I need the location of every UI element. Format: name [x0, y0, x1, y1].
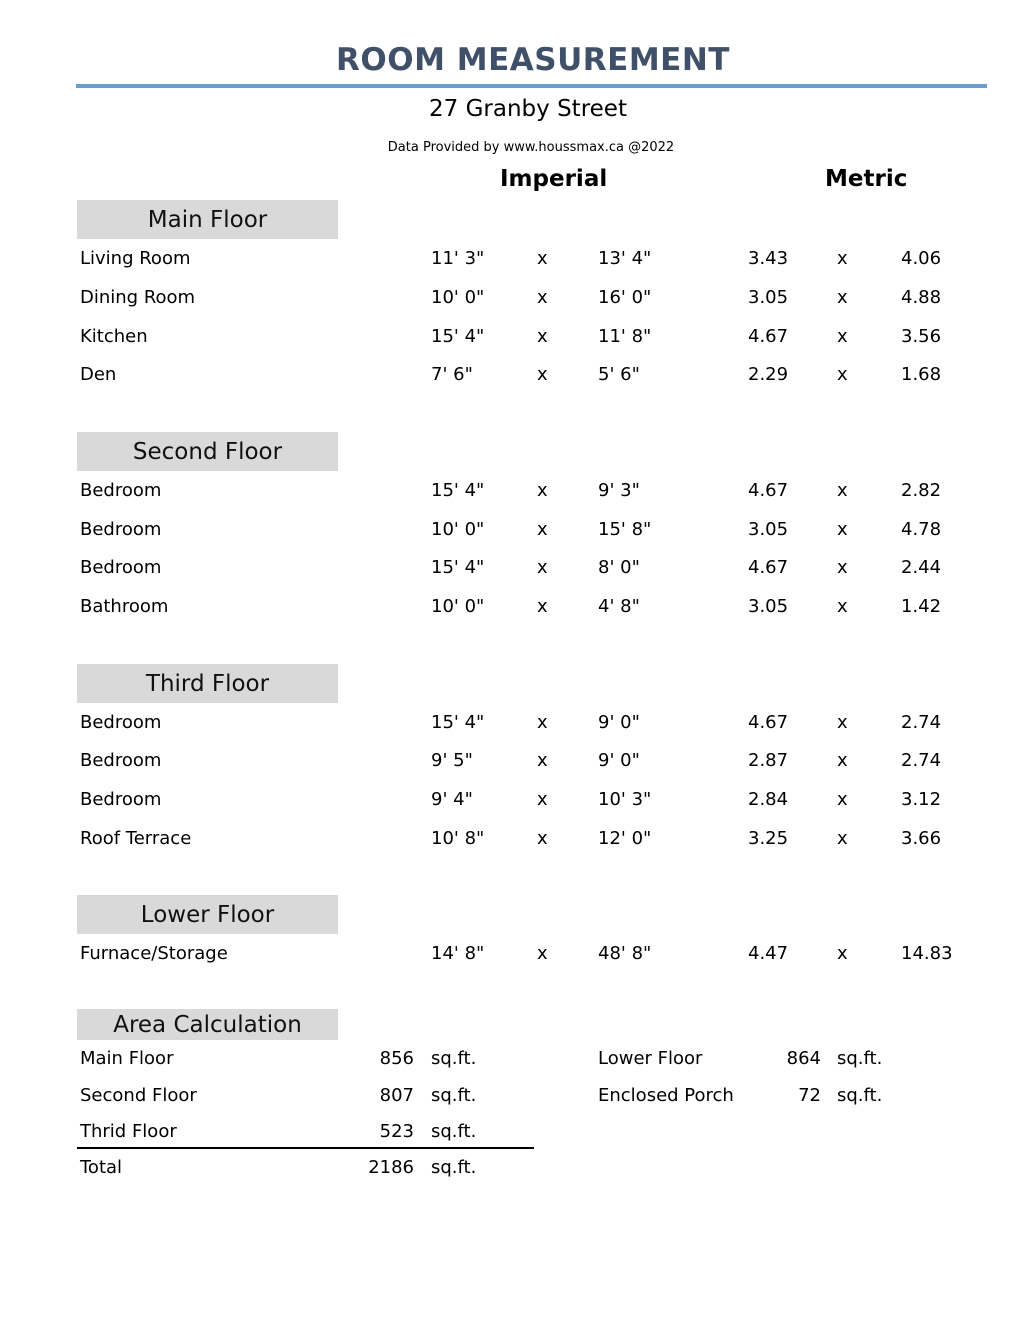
- area-total-row: [0, 1157, 1020, 1187]
- room-row: [0, 364, 1020, 394]
- imperial-length: 16' 0": [598, 287, 652, 308]
- times-sign: x: [837, 596, 848, 617]
- metric-length: 4.88: [901, 287, 942, 308]
- metric-width: 4.47: [748, 943, 789, 964]
- area-value: 807: [379, 1085, 414, 1106]
- times-sign: x: [537, 557, 548, 578]
- data-provider-note: Data Provided by www.houssmax.ca @2022: [387, 140, 675, 155]
- room-name: Den: [80, 364, 117, 385]
- times-sign: x: [837, 519, 848, 540]
- metric-width: 4.67: [748, 712, 789, 733]
- imperial-width: 14' 8": [431, 943, 485, 964]
- imperial-length: 8' 0": [598, 557, 640, 578]
- metric-length: 3.12: [901, 789, 942, 810]
- total-divider: [77, 1147, 534, 1149]
- property-address: 27 Granby Street: [429, 96, 627, 122]
- metric-length: 2.74: [901, 712, 942, 733]
- area-name: Enclosed Porch: [598, 1085, 734, 1106]
- area-name: Second Floor: [80, 1085, 197, 1106]
- times-sign: x: [837, 750, 848, 771]
- room-name: Bedroom: [80, 519, 162, 540]
- times-sign: x: [537, 326, 548, 347]
- room-name: Bedroom: [80, 557, 162, 578]
- imperial-length: 9' 0": [598, 712, 640, 733]
- times-sign: x: [837, 480, 848, 501]
- metric-length: 1.68: [901, 364, 942, 385]
- metric-width: 3.25: [748, 828, 789, 849]
- room-name: Furnace/Storage: [80, 943, 228, 964]
- imperial-width: 7' 6": [431, 364, 473, 385]
- imperial-width: 15' 4": [431, 480, 485, 501]
- room-row: [0, 712, 1020, 742]
- section-header-area-calculation: Area Calculation: [77, 1009, 338, 1040]
- metric-width: 2.29: [748, 364, 789, 385]
- area-name: Thrid Floor: [80, 1121, 177, 1142]
- imperial-length: 5' 6": [598, 364, 640, 385]
- room-row: [0, 326, 1020, 356]
- times-sign: x: [537, 750, 548, 771]
- imperial-length: 11' 8": [598, 326, 652, 347]
- metric-length: 3.56: [901, 326, 942, 347]
- imperial-width: 15' 4": [431, 326, 485, 347]
- imperial-length: 48' 8": [598, 943, 652, 964]
- imperial-width: 15' 4": [431, 712, 485, 733]
- times-sign: x: [837, 789, 848, 810]
- total-value: 2186: [368, 1157, 414, 1178]
- room-name: Roof Terrace: [80, 828, 192, 849]
- metric-width: 3.05: [748, 596, 789, 617]
- imperial-length: 15' 8": [598, 519, 652, 540]
- room-name: Bedroom: [80, 789, 162, 810]
- area-value: 523: [379, 1121, 414, 1142]
- section-header-main-floor: Main Floor: [77, 200, 338, 239]
- room-row: [0, 750, 1020, 780]
- metric-length: 2.74: [901, 750, 942, 771]
- area-value: 864: [786, 1048, 821, 1069]
- imperial-column-header: Imperial: [500, 166, 608, 192]
- times-sign: x: [537, 596, 548, 617]
- metric-length: 14.83: [901, 943, 953, 964]
- area-unit: sq.ft.: [837, 1085, 883, 1106]
- section-header-lower-floor: Lower Floor: [77, 895, 338, 934]
- imperial-width: 10' 8": [431, 828, 485, 849]
- area-unit: sq.ft.: [431, 1121, 477, 1142]
- metric-column-header: Metric: [825, 166, 908, 192]
- times-sign: x: [537, 248, 548, 269]
- title-divider: [76, 84, 987, 88]
- metric-width: 2.87: [748, 750, 789, 771]
- section-header-third-floor: Third Floor: [77, 664, 338, 703]
- imperial-length: 4' 8": [598, 596, 640, 617]
- times-sign: x: [837, 557, 848, 578]
- room-name: Bedroom: [80, 750, 162, 771]
- area-name: Main Floor: [80, 1048, 174, 1069]
- imperial-length: 9' 3": [598, 480, 640, 501]
- metric-width: 2.84: [748, 789, 789, 810]
- times-sign: x: [537, 519, 548, 540]
- room-row: [0, 480, 1020, 510]
- times-sign: x: [837, 943, 848, 964]
- imperial-length: 9' 0": [598, 750, 640, 771]
- imperial-width: 10' 0": [431, 596, 485, 617]
- room-row: [0, 557, 1020, 587]
- metric-length: 1.42: [901, 596, 942, 617]
- times-sign: x: [537, 364, 548, 385]
- room-name: Living Room: [80, 248, 191, 269]
- metric-length: 4.06: [901, 248, 942, 269]
- room-row: [0, 287, 1020, 317]
- room-row: [0, 828, 1020, 858]
- metric-width: 4.67: [748, 480, 789, 501]
- times-sign: x: [837, 364, 848, 385]
- times-sign: x: [537, 789, 548, 810]
- metric-length: 2.82: [901, 480, 942, 501]
- room-row: [0, 519, 1020, 549]
- room-row: [0, 596, 1020, 626]
- times-sign: x: [837, 828, 848, 849]
- metric-length: 4.78: [901, 519, 942, 540]
- area-unit: sq.ft.: [431, 1048, 477, 1069]
- times-sign: x: [537, 712, 548, 733]
- imperial-width: 11' 3": [431, 248, 485, 269]
- area-value: 856: [379, 1048, 414, 1069]
- times-sign: x: [837, 287, 848, 308]
- room-row: [0, 789, 1020, 819]
- room-row: [0, 943, 1020, 973]
- page-title: ROOM MEASUREMENT: [336, 42, 730, 78]
- room-row: [0, 248, 1020, 278]
- room-name: Kitchen: [80, 326, 148, 347]
- imperial-width: 9' 4": [431, 789, 473, 810]
- area-unit: sq.ft.: [431, 1085, 477, 1106]
- total-label: Total: [80, 1157, 123, 1178]
- metric-length: 3.66: [901, 828, 942, 849]
- room-name: Bedroom: [80, 480, 162, 501]
- metric-length: 2.44: [901, 557, 942, 578]
- room-name: Dining Room: [80, 287, 196, 308]
- metric-width: 3.05: [748, 287, 789, 308]
- times-sign: x: [537, 828, 548, 849]
- area-row: [0, 1085, 1020, 1115]
- room-name: Bathroom: [80, 596, 169, 617]
- metric-width: 3.05: [748, 519, 789, 540]
- metric-width: 3.43: [748, 248, 789, 269]
- imperial-width: 10' 0": [431, 519, 485, 540]
- times-sign: x: [537, 943, 548, 964]
- imperial-width: 10' 0": [431, 287, 485, 308]
- area-row: [0, 1048, 1020, 1078]
- imperial-width: 15' 4": [431, 557, 485, 578]
- area-unit: sq.ft.: [431, 1157, 477, 1178]
- area-unit: sq.ft.: [837, 1048, 883, 1069]
- area-value: 72: [798, 1085, 821, 1106]
- times-sign: x: [537, 480, 548, 501]
- area-name: Lower Floor: [598, 1048, 703, 1069]
- metric-width: 4.67: [748, 326, 789, 347]
- imperial-length: 10' 3": [598, 789, 652, 810]
- imperial-width: 9' 5": [431, 750, 473, 771]
- times-sign: x: [837, 326, 848, 347]
- imperial-length: 12' 0": [598, 828, 652, 849]
- times-sign: x: [537, 287, 548, 308]
- times-sign: x: [837, 248, 848, 269]
- room-name: Bedroom: [80, 712, 162, 733]
- metric-width: 4.67: [748, 557, 789, 578]
- times-sign: x: [837, 712, 848, 733]
- section-header-second-floor: Second Floor: [77, 432, 338, 471]
- imperial-length: 13' 4": [598, 248, 652, 269]
